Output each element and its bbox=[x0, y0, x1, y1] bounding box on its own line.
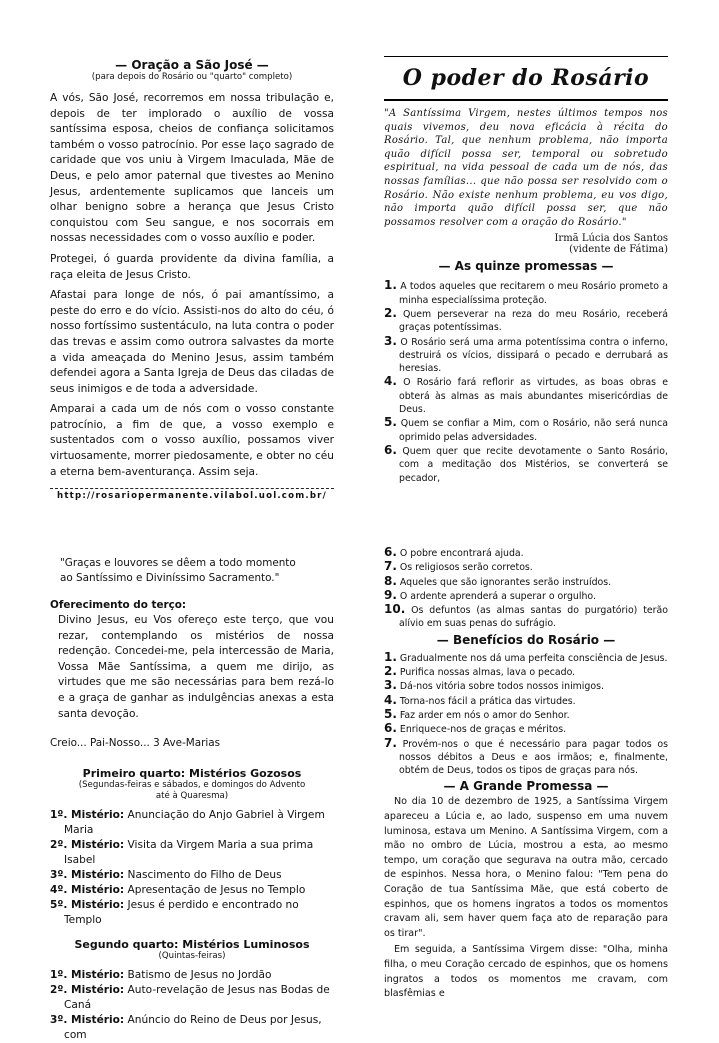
item-text: Gradualmente nos dá uma perfeita consciência de Jesus. bbox=[399, 652, 668, 664]
mystery-text: Anunciação do Anjo Gabriel à Virgem Maria bbox=[64, 809, 325, 837]
oracao-title: — Oração a São José — bbox=[115, 58, 269, 72]
mystery-text: Jesus é perdido e encontrado no Templo bbox=[64, 899, 299, 927]
mystery-text: Anúncio do Reino de Deus por Jesus, com bbox=[64, 1014, 322, 1042]
mystery-number: 2º. Mistério: bbox=[50, 839, 125, 852]
promessa-item bbox=[384, 416, 668, 444]
gracas-quote-line-1: "Graças e louvores se dêem a todo momento bbox=[60, 557, 296, 569]
mystery-text: Nascimento do Filho de Deus bbox=[127, 869, 282, 882]
site-url: http://rosariopermanente.vilabol.uol.com.br/ bbox=[57, 491, 327, 502]
poder-panel bbox=[384, 56, 668, 485]
promessa-item bbox=[384, 603, 668, 631]
beneficio-item bbox=[384, 694, 668, 708]
item-number: 4. bbox=[384, 692, 397, 707]
mystery-number: 5º. Mistério: bbox=[50, 899, 125, 912]
quarto-1-subtitle-2: até à Quaresma) bbox=[155, 791, 229, 802]
quarto-1-subtitle-1: (Segundas-feiras e sábados, e domingos do Advento bbox=[78, 780, 306, 791]
divider-rule bbox=[50, 488, 334, 489]
item-number: 3. bbox=[384, 678, 397, 693]
mystery-item bbox=[50, 838, 334, 868]
mystery-item bbox=[50, 868, 334, 883]
promessas-list bbox=[384, 279, 668, 484]
grande-promessa-paragraph-2: Em seguida, a Santíssima Virgem disse: "Olha, minha filha, o meu Coração cercado de espinhos, que os homens ingratos a todos os momentos me cravam, com blasfêmias e bbox=[384, 944, 668, 1000]
mystery-item bbox=[50, 983, 334, 1013]
item-number: 6. bbox=[384, 721, 397, 736]
oracao-paragraph-3: Afastai para longe de nós, ó pai amantíssimo, a peste do erro e do vício. Assisti-nos do alto do céu, ó nosso fortíssimo sustentáculo, na luta contra o poder das trevas e assim como outrora salvastes da morte a vida ameaçada do Menino Jesus, assim também defendei agora a Santa Igreja de Deus das ciladas de seus inimigos e de toda a adversidade. bbox=[50, 289, 334, 395]
beneficios-panel bbox=[384, 546, 668, 1002]
mystery-number: 3º. Mistério: bbox=[50, 869, 125, 882]
quarto-1-title: Primeiro quarto: Mistérios Gozosos bbox=[82, 767, 302, 781]
quarto-2-mysteries bbox=[50, 968, 334, 1043]
item-text: Os religiosos serão corretos. bbox=[399, 562, 533, 574]
lucia-quote: "A Santíssima Virgem, nestes últimos tempos nos quais vivemos, deu nova eficácia à récita do Rosário. Tal, que nenhum problema, não importa quão difícil possa ser, temporal ou sobretudo espiritual, na vida pessoal de cada um de nós, das nossas famílias... que não possa ser resolvido com o Rosário. Não existe nenhum problema, eu vos digo, não importa quão difícil possa ser, que não possamos resolver com a oração do Rosário." bbox=[384, 108, 668, 228]
quarto-2-title: Segundo quarto: Mistérios Luminosos bbox=[74, 938, 310, 952]
item-text: O pobre encontrará ajuda. bbox=[399, 548, 524, 559]
promessas-title: — As quinze promessas — bbox=[438, 259, 614, 274]
beneficio-item bbox=[384, 708, 668, 722]
promessa-item bbox=[384, 546, 668, 560]
promessa-item bbox=[384, 375, 668, 416]
oracao-panel bbox=[50, 58, 334, 501]
beneficio-item bbox=[384, 737, 668, 778]
title-bottom-rule bbox=[384, 99, 668, 101]
mystery-number: 1º. Mistério: bbox=[50, 969, 125, 982]
mystery-item bbox=[50, 968, 334, 983]
promessa-item bbox=[384, 335, 668, 376]
oracao-subtitle: (para depois do Rosário ou "quarto" completo) bbox=[91, 72, 293, 82]
promessas-list-continued bbox=[384, 546, 668, 631]
gracas-quote-line-2: ao Santíssimo e Diviníssimo Sacramento." bbox=[60, 572, 280, 584]
beneficios-list bbox=[384, 651, 668, 778]
quote-author-role: (vidente de Fátima) bbox=[569, 244, 668, 256]
item-number: 10. bbox=[384, 602, 406, 617]
item-text: O ardente aprenderá a superar o orgulho. bbox=[399, 590, 596, 602]
beneficio-item bbox=[384, 679, 668, 693]
mystery-number: 4º. Mistério: bbox=[50, 884, 125, 897]
item-number: 7. bbox=[384, 735, 397, 750]
item-number: 2. bbox=[384, 305, 397, 320]
promessa-item bbox=[384, 575, 668, 589]
item-text: Faz arder em nós o amor do Senhor. bbox=[399, 709, 570, 721]
quote-author: Irmã Lúcia dos Santos bbox=[554, 233, 668, 245]
item-number: 1. bbox=[384, 649, 397, 664]
beneficios-title: — Benefícios do Rosário — bbox=[436, 632, 616, 647]
mystery-text: Auto-revelação de Jesus nas Bodas de Caná bbox=[64, 984, 330, 1012]
quarto-2-subtitle: (Quintas-feiras) bbox=[158, 951, 226, 962]
title-top-rule bbox=[384, 56, 668, 57]
item-number: 6. bbox=[384, 545, 397, 559]
item-text: Torna-nos fácil a prática das virtudes. bbox=[399, 695, 576, 707]
item-number: 7. bbox=[384, 559, 397, 574]
oferecimento-text: Divino Jesus, eu Vos ofereço este terço, que vou rezar, contemplando os mistérios de nossa redenção. Concedei-me, pela intercessão de Maria, Vossa Mãe Santíssima, a quem me dirijo, as virtudes que me são necessárias para bem rezá-lo e a graça de ganhar as indulgências anexas a esta santa devoção. bbox=[58, 614, 334, 720]
oracao-paragraph-4: Amparai a cada um de nós com o vosso constante patrocínio, a fim de que, a vosso exemplo e sustentados com o vosso auxílio, possamos viver virtuosamente, morrer piedosamente, e obter no céu a eterna bem-aventurança. Assim seja. bbox=[50, 403, 334, 478]
item-number: 5. bbox=[384, 415, 397, 430]
item-text: Dá-nos vitória sobre todos nossos inimigos. bbox=[399, 681, 604, 693]
item-number: 8. bbox=[384, 573, 397, 588]
mystery-item bbox=[50, 808, 334, 838]
item-text: Aqueles que são ignorantes serão instruídos. bbox=[399, 576, 612, 588]
item-text: Quem perseverar na reza do meu Rosário, receberá graças potentíssimas. bbox=[399, 308, 668, 334]
mystery-text: Apresentação de Jesus no Templo bbox=[127, 884, 306, 897]
oracao-paragraph-1: A vós, São José, recorremos em nossa tribulação e, depois de ter implorado o auxílio de vossa santíssima esposa, cheios de confiança solicitamos também o vosso patrocínio. Por esse laço sagrado de caridade que vos uniu à Virgem Imaculada, Mãe de Deus, e pelo amor paternal que tivestes ao Menino Jesus, ardentemente suplicamos que lanceis um olhar benigno sobre a herança que Jesus Cristo conquistou com Seu sangue, e nos socorrais em nossas necessidades com o vosso auxílio e poder. bbox=[50, 92, 334, 245]
item-number: 3. bbox=[384, 333, 397, 348]
item-text: Purifica nossas almas, lava o pecado. bbox=[399, 667, 576, 679]
mystery-number: 2º. Mistério: bbox=[50, 984, 125, 997]
beneficio-item bbox=[384, 665, 668, 679]
item-text: Provém-nos o que é necessário para pagar todos os nossos débitos a Deus e aos irmãos; e, finalmente, obtém de Deus, todos os tipos de graças para nós. bbox=[399, 738, 668, 777]
item-text: Quem se confiar a Mim, com o Rosário, não será nunca oprimido pelas adversidades. bbox=[399, 418, 668, 443]
mystery-number: 1º. Mistério: bbox=[50, 809, 125, 822]
mystery-text: Batismo de Jesus no Jordão bbox=[127, 969, 272, 982]
item-text: O Rosário fará reflorir as virtudes, as boas obras e obterá às almas as mais abundantes misericórdias de Deus. bbox=[399, 377, 668, 416]
promessa-item bbox=[384, 444, 668, 485]
item-number: 9. bbox=[384, 587, 397, 602]
gracas-panel bbox=[50, 556, 334, 1043]
mystery-item bbox=[50, 898, 334, 928]
mystery-number: 3º. Mistério: bbox=[50, 1014, 125, 1027]
promessa-item bbox=[384, 589, 668, 603]
item-number: 1. bbox=[384, 278, 397, 293]
beneficio-item bbox=[384, 651, 668, 665]
item-text: A todos aqueles que recitarem o meu Rosário prometo a minha especialíssima proteção. bbox=[399, 281, 668, 306]
item-number: 2. bbox=[384, 664, 397, 679]
item-text: Quem quer que recite devotamente o Santo Rosário, com a meditação dos Mistérios, se converterá se pecador, bbox=[399, 445, 668, 484]
creio-line: Creio... Pai-Nosso... 3 Ave-Marias bbox=[50, 737, 221, 750]
item-number: 5. bbox=[384, 706, 397, 721]
mystery-item bbox=[50, 883, 334, 898]
promessa-item bbox=[384, 560, 668, 574]
mystery-text: Visita da Virgem Maria a sua prima Isabel bbox=[64, 839, 314, 867]
poder-title: O poder do Rosário bbox=[402, 65, 650, 91]
item-text: Enriquece-nos de graças e méritos. bbox=[399, 724, 567, 736]
grande-promessa-title: — A Grande Promessa — bbox=[443, 779, 609, 794]
promessa-item bbox=[384, 279, 668, 307]
item-text: O Rosário será uma arma potentíssima contra o inferno, destruirá os vícios, dissipará o pecado e derrubará as heresias. bbox=[399, 336, 668, 375]
oferecimento-title: Oferecimento do terço: bbox=[50, 599, 187, 611]
item-number: 4. bbox=[384, 374, 397, 389]
grande-promessa-paragraph-1: No dia 10 de dezembro de 1925, a Santíssima Virgem apareceu a Lúcia e, ao lado, suspenso em uma nuvem luminosa, estava um Menino. A Santíssima Virgem, com a mão no ombro de Lúcia, mostrou a esta, ao mesmo tempo, um coração que segurava na outra mão, cercado de espinhos. Nessa hora, o Menino falou: "Tem pena do Coração de tua Santíssima Mãe, que está coberto de espinhos, que os homens ingratos a todos os momentos cravam ali, sem haver quem faça ato de reparação para os tirar". bbox=[384, 796, 668, 939]
quarto-1-mysteries bbox=[50, 808, 334, 928]
oracao-paragraph-2: Protegei, ó guarda providente da divina família, a raça eleita de Jesus Cristo. bbox=[50, 252, 334, 281]
beneficio-item bbox=[384, 722, 668, 736]
item-number: 6. bbox=[384, 442, 397, 457]
item-text: Os defuntos (as almas santas do purgatório) terão alívio em suas penas do sufrágio. bbox=[399, 605, 668, 630]
mystery-item bbox=[50, 1013, 334, 1043]
promessa-item bbox=[384, 307, 668, 335]
